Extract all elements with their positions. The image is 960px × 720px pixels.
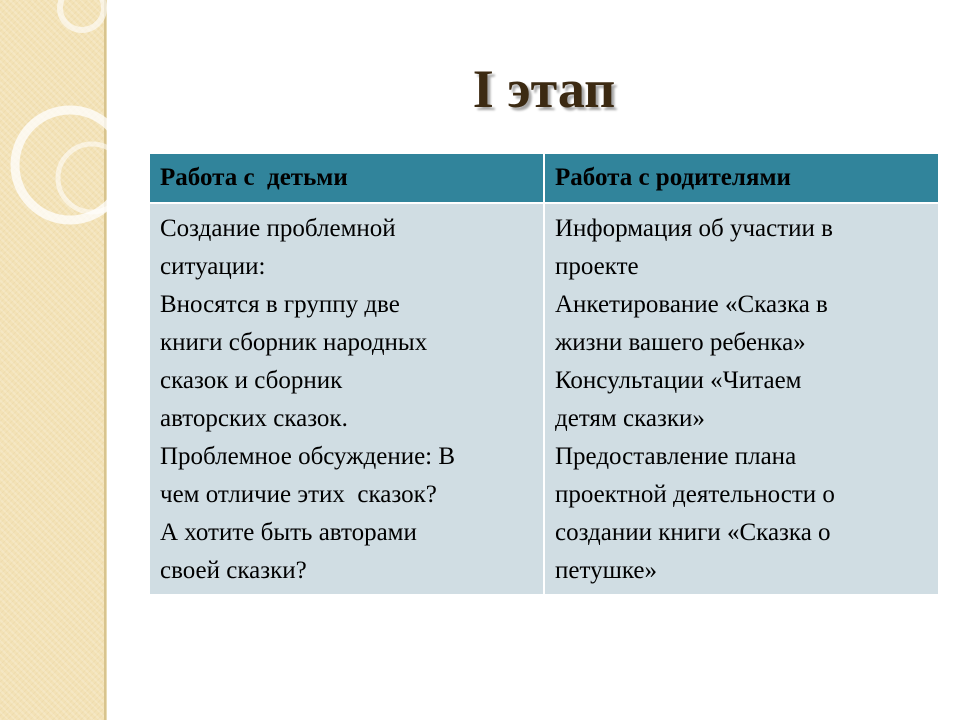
cell-parents-line: жизни вашего ребенка» — [555, 329, 806, 356]
cell-parents — [545, 204, 938, 594]
cell-children-line: Создание проблемной — [160, 215, 396, 242]
header-children: Работа с детьми — [150, 154, 543, 202]
cell-children-line: Проблемное обсуждение: В — [160, 443, 456, 470]
cell-children-line: сказок и сборник — [160, 367, 343, 394]
cell-children-line: книги сборник народных — [160, 329, 428, 356]
cell-parents-line: Анкетирование «Сказка в — [555, 291, 828, 318]
cell-children-line: авторских сказок. — [160, 405, 348, 432]
cell-parents-line: Информация об участии в — [555, 215, 833, 242]
cell-children — [150, 204, 543, 594]
cell-parents-line: Консультации «Читаем — [555, 367, 802, 394]
header-parents: Работа с родителями — [545, 154, 938, 202]
cell-children-line: А хотите быть авторами — [160, 519, 417, 546]
cell-children-line: Вносятся в группу две — [160, 291, 400, 318]
cell-parents-line: детям сказки» — [555, 405, 705, 432]
decorative-ring-small — [58, 144, 126, 212]
cell-parents-line: Предоставление плана — [555, 443, 797, 470]
cell-parents-line: проекте — [555, 253, 639, 280]
cell-parents-line: петушке» — [555, 557, 657, 584]
decorative-ring-top — [60, 0, 104, 30]
cell-parents-line: проектной деятельности о — [555, 481, 835, 508]
cell-children-line: своей сказки? — [160, 557, 307, 584]
stage-table — [150, 154, 936, 592]
decorative-rings — [0, 0, 140, 260]
cell-children-line: ситуации: — [160, 253, 266, 280]
cell-children-line: чем отличие этих сказок? — [160, 481, 437, 508]
slide-title: I этап — [472, 59, 616, 119]
cell-parents-line: создании книги «Сказка о — [555, 519, 831, 546]
